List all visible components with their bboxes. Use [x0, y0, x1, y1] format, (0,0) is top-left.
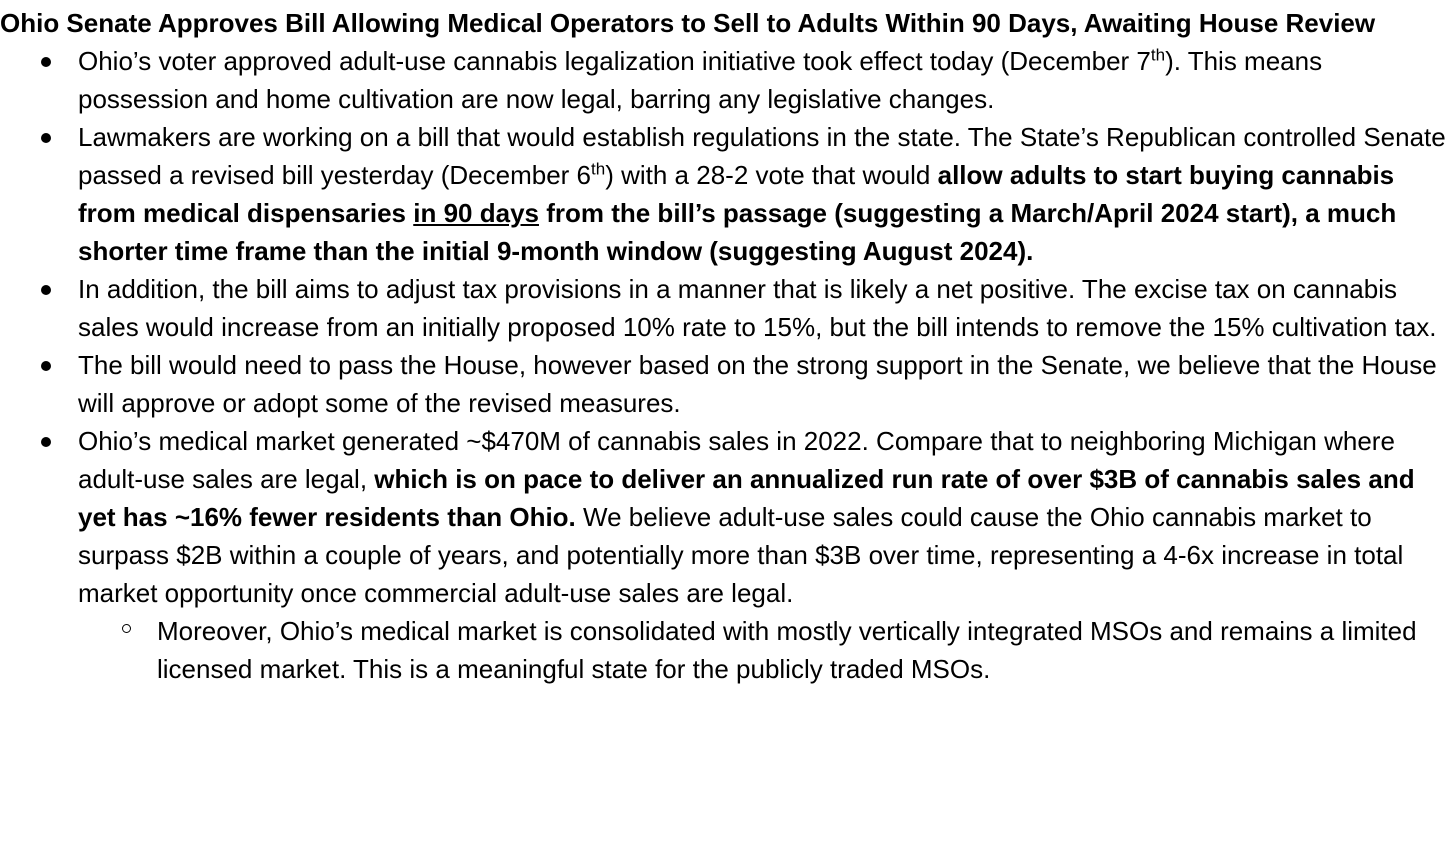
bullet-text: In addition, the bill aims to adjust tax provisions in a manner that is likely a net positive. The excise tax on cannabis sales would increase from an initially proposed 10% rate to 15%, but the bill intends to remove the 15% cultivation tax.	[78, 274, 1437, 342]
bullet-icon	[41, 361, 51, 371]
bullet-text: Ohio’s voter approved adult-use cannabis legalization initiative took effect today (December 7	[78, 46, 1151, 76]
bullet-icon	[41, 437, 51, 447]
bullet-text: The bill would need to pass the House, however based on the strong support in the Senate, we believe that the House will approve or adopt some of the revised measures.	[78, 350, 1437, 418]
sub-bullet-text: Moreover, Ohio’s medical market is consolidated with mostly vertically integrated MSOs and remains a limited licensed market. This is a meaningful state for the publicly traded MSOs.	[157, 616, 1417, 684]
ordinal-suffix: th	[591, 159, 606, 179]
bullet-icon	[41, 133, 51, 143]
bold-text: which is on pace to deliver an annualized run rate of over $3B of cannabis sales and yet has ~16% fewer residents than Ohio.	[78, 464, 1415, 532]
list-item	[0, 118, 1450, 270]
bullet-text: ). This means possession and home cultivation are now legal, barring any legislative changes.	[78, 46, 1323, 114]
bullet-text: Ohio’s medical market generated ~$470M of cannabis sales in 2022. Compare that to neighboring Michigan where adult-use sales are legal,	[78, 426, 1395, 494]
list-item	[0, 346, 1450, 422]
list-item	[0, 422, 1450, 612]
document	[0, 4, 1450, 688]
bold-text: allow adults to start buying cannabis from medical dispensaries	[78, 160, 1395, 228]
bold-text: from the bill’s passage (suggesting a March/April 2024 start), a much shorter time frame than the initial 9-month window (suggesting August 2024).	[78, 198, 1397, 266]
sub-bullet-list	[0, 612, 1450, 688]
bold-underlined-text: in 90 days	[413, 198, 539, 228]
bullet-text: ) with a 28-2 vote that would	[605, 160, 938, 190]
list-item	[0, 42, 1450, 118]
article-title: Ohio Senate Approves Bill Allowing Medical Operators to Sell to Adults Within 90 Days, Awaiting House Review	[0, 8, 1376, 38]
bullet-icon	[41, 285, 51, 295]
list-item	[0, 612, 1450, 688]
bullet-list	[0, 42, 1450, 612]
ordinal-suffix: th	[1150, 45, 1166, 65]
bullet-icon	[41, 57, 51, 67]
hollow-bullet-icon	[122, 624, 131, 633]
list-item	[0, 270, 1450, 346]
bullet-text: We believe adult-use sales could cause the Ohio cannabis market to surpass $2B within a couple of years, and potentially more than $3B over time, representing a 4-6x increase in total market opportunity once commercial adult-use sales are legal.	[78, 502, 1404, 608]
bullet-text: Lawmakers are working on a bill that would establish regulations in the state. The State’s Republican controlled Senate passed a revised bill yesterday (December 6	[78, 122, 1446, 190]
